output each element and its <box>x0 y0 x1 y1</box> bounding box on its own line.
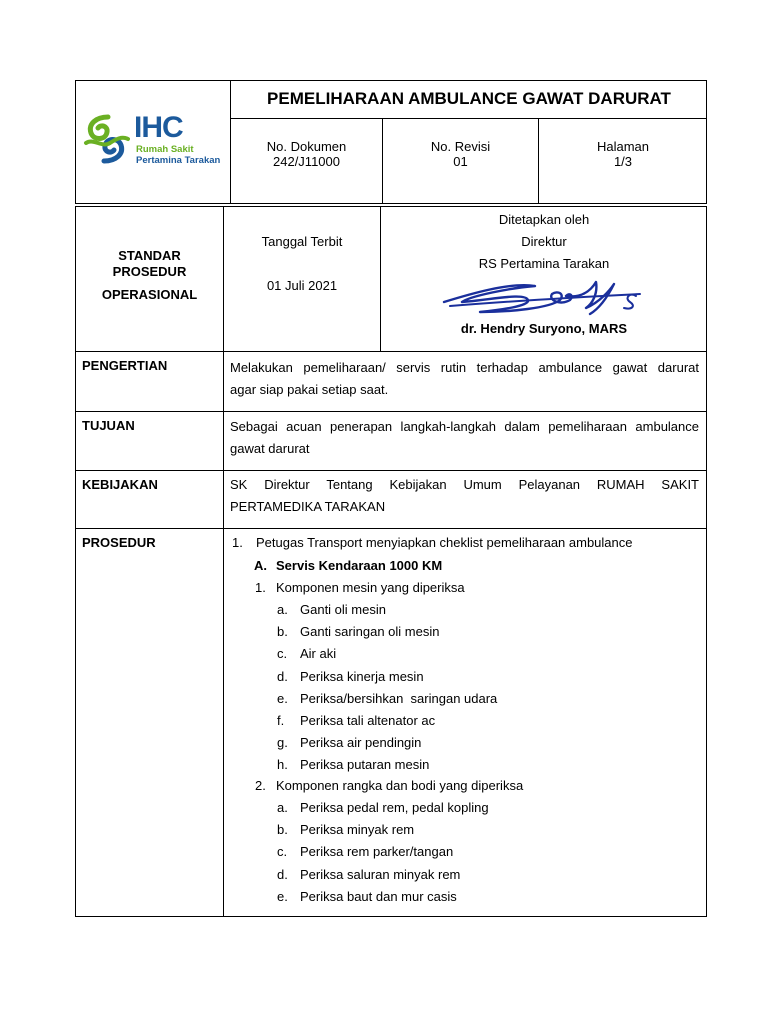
checklist-item-text: Periksa baut dan mur casis <box>300 888 457 904</box>
revision-label: No. Revisi <box>430 139 491 154</box>
checklist-item-text: Periksa air pendingin <box>300 735 422 751</box>
step-text: Petugas Transport menyiapkan cheklist pemeliharaan ambulance <box>256 535 633 550</box>
checklist-item-text: Periksa pedal rem, pedal kopling <box>300 800 489 815</box>
approver-org: RS Pertamina Tarakan <box>478 256 610 271</box>
subsection-letter: A. <box>254 558 267 573</box>
group-title: Komponen rangka dan bodi yang diperiksa <box>276 778 524 793</box>
row-divider <box>75 470 707 471</box>
checklist-item-letter: g. <box>277 735 288 751</box>
checklist-item-letter: h. <box>277 757 288 773</box>
checklist-item-text: Ganti oli mesin <box>300 602 386 617</box>
checklist-item-letter: c. <box>277 646 288 662</box>
group-title: Komponen mesin yang diperiksa <box>276 580 465 595</box>
step-number: 1. <box>232 535 243 550</box>
checklist-item-letter: a. <box>277 800 288 815</box>
page-value: 1/3 <box>613 154 633 169</box>
checklist-item-text: Periksa tali altenator ac <box>300 713 436 728</box>
header-title-divider <box>230 118 707 119</box>
checklist-item-text: Periksa saluran minyak rem <box>300 866 461 882</box>
sop-line3: OPERASIONAL <box>101 287 198 302</box>
checklist-item-text: Periksa minyak rem <box>300 822 415 838</box>
subsection-title: Servis Kendaraan 1000 KM <box>276 558 443 573</box>
checklist-item-letter: a. <box>277 602 288 617</box>
logo-brand: IHC <box>134 111 183 144</box>
hospital-logo <box>82 110 227 166</box>
prosedur-label: PROSEDUR <box>82 535 156 550</box>
kebijakan-text-line1: SK Direktur Tentang Kebijakan Umum Pelayanan RUMAH SAKIT <box>230 477 699 492</box>
tujuan-text-line1: Sebagai acuan penerapan langkah-langkah dalam pemeliharaan ambulance <box>230 419 699 434</box>
checklist-item-letter: b. <box>277 624 288 640</box>
row-divider <box>75 351 707 352</box>
group-number: 2. <box>255 778 266 793</box>
checklist-item-text: Air aki <box>300 646 337 662</box>
checklist-item-letter: d. <box>277 668 288 684</box>
pengertian-label: PENGERTIAN <box>82 358 168 373</box>
approved-by: Ditetapkan oleh <box>498 212 590 227</box>
checklist-item-letter: f. <box>277 713 285 728</box>
page-label: Halaman <box>596 139 650 154</box>
tujuan-label: TUJUAN <box>82 418 135 433</box>
approver-title: Direktur <box>521 234 567 249</box>
ihc-logo-icon <box>82 112 130 166</box>
kebijakan-text-line2: PERTAMEDIKA TARAKAN <box>230 499 386 514</box>
issue-date-value: 01 Juli 2021 <box>266 278 338 293</box>
doc-number-label: No. Dokumen <box>266 139 347 154</box>
tujuan-text-line2: gawat darurat <box>230 441 310 456</box>
sop-line1: STANDAR <box>118 248 181 263</box>
issue-date-label: Tanggal Terbit <box>261 234 343 249</box>
row-divider <box>75 528 707 529</box>
sop-line2: PROSEDUR <box>112 264 187 279</box>
checklist-item-letter: e. <box>277 888 288 904</box>
kebijakan-label: KEBIJAKAN <box>82 477 158 492</box>
checklist-item-text: Periksa/bersihkan saringan udara <box>300 690 498 706</box>
revision-value: 01 <box>453 154 468 169</box>
group-number: 1. <box>255 580 266 595</box>
logo-line2: Pertamina Tarakan <box>136 155 221 166</box>
logo-line1: Rumah Sakit <box>136 144 194 155</box>
checklist-item-letter: b. <box>277 822 288 838</box>
checklist-item-text: Periksa putaran mesin <box>300 757 430 773</box>
pengertian-text-line2: agar siap pakai setiap saat. <box>230 382 389 397</box>
checklist-item-text: Periksa rem parker/tangan <box>300 844 454 860</box>
checklist-item-letter: e. <box>277 690 288 706</box>
row-divider <box>75 411 707 412</box>
checklist-item-text: Periksa kinerja mesin <box>300 668 424 684</box>
signature-icon <box>440 272 660 328</box>
document-title: PEMELIHARAAN AMBULANCE GAWAT DARURAT <box>267 89 671 108</box>
checklist-item-text: Ganti saringan oli mesin <box>300 624 440 640</box>
checklist-item-letter: d. <box>277 866 288 882</box>
sop-col-divider <box>223 206 224 917</box>
signer-name: dr. Hendry Suryono, MARS <box>460 321 628 336</box>
pengertian-text-line1: Melakukan pemeliharaan/ servis rutin terhadap ambulance gawat darurat <box>230 360 699 375</box>
checklist-item-letter: c. <box>277 844 288 860</box>
doc-number-value: 242/J11000 <box>273 154 340 169</box>
